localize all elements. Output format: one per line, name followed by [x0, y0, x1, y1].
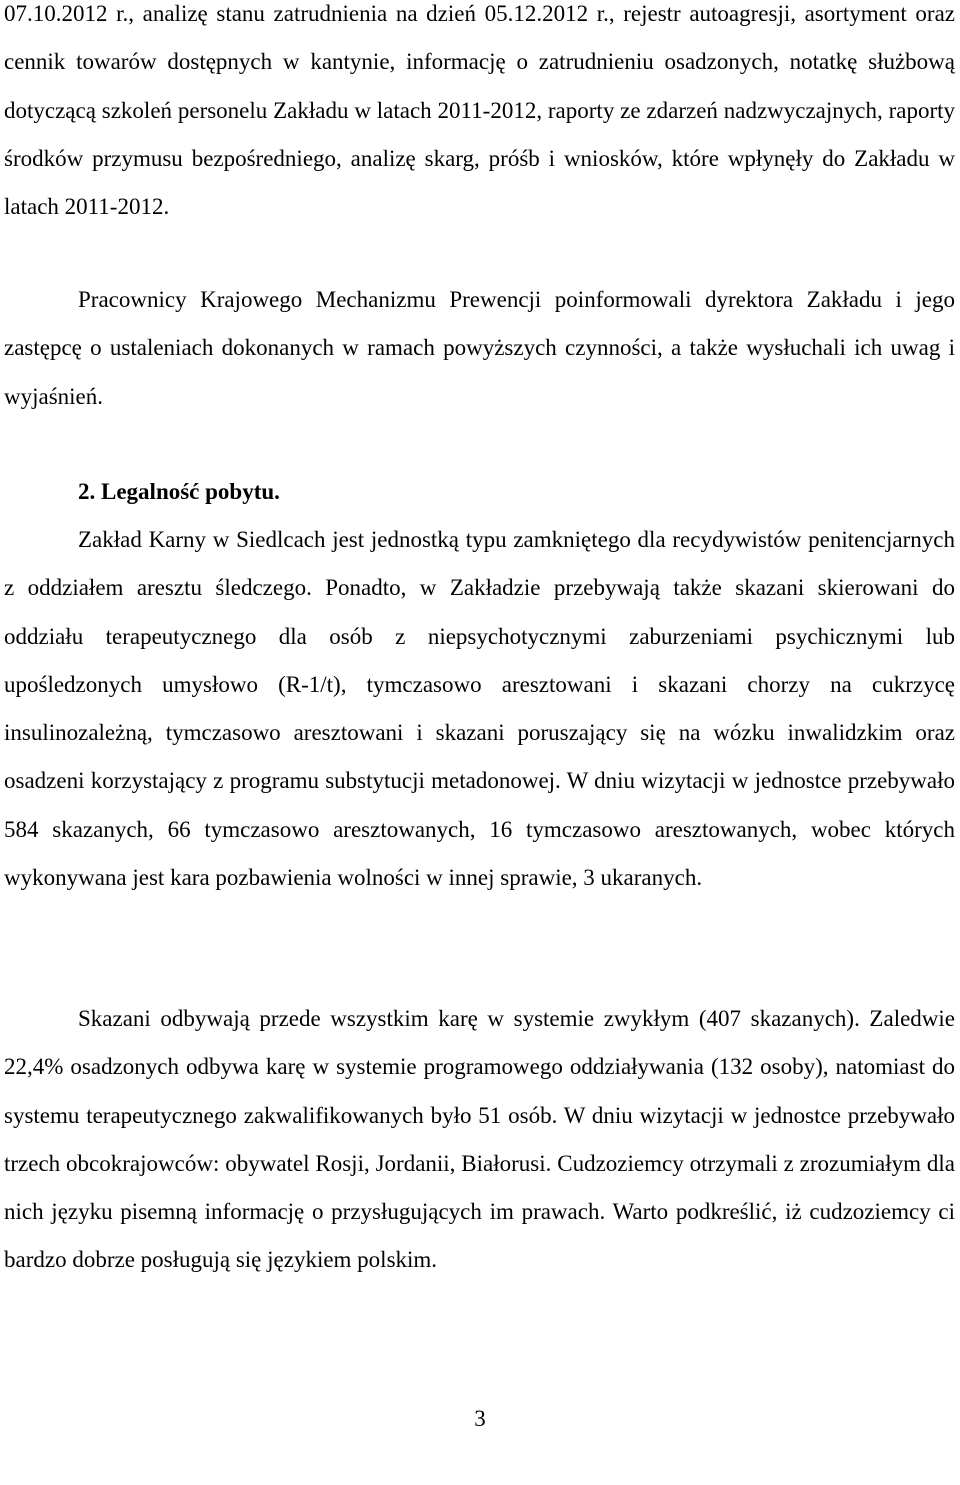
- paragraph-documents-reviewed: 07.10.2012 r., analizę stanu zatrudnienia na dzień 05.12.2012 r., rejestr autoagresji, asortyment oraz cennik towarów dostępnych w kantynie, informację o zatrudnieniu osadzonych, notatkę służbową dotyczącą szkoleń personelu Zakładu w latach 2011-2012, raporty ze zdarzeń nadzwyczajnych, raporty środków przymusu bezpośredniego, analizę skarg, próśb i wniosków, które wpłynęły do Zakładu w latach 2011-2012.: [4, 1, 955, 220]
- paragraph-staff-briefing: Pracownicy Krajowego Mechanizmu Prewencji poinformowali dyrektora Zakładu i jego zastępcę o ustaleniach dokonanych w ramach powyższych czynności, a także wysłuchali ich uwag i wyjaśnień.: [4, 287, 955, 409]
- paragraph-legality-of-stay: Zakład Karny w Siedlcach jest jednostką typu zamkniętego dla recydywistów penitencjarnych z oddziałem aresztu śledczego. Ponadto, w Zakładzie przebywają także skazani skierowani do oddziału terapeutycznego dla osób z niepsychotycznymi zaburzeniami psychicznymi lub upośledzonych umysłowo (R-1/t), tymczasowo aresztowani i skazani chorzy na cukrzycę insulinozależną, tymczasowo aresztowani i skazani poruszający się na wózku inwalidzkim oraz osadzeni korzystający z programu substytucji metadonowej. W dniu wizytacji w jednostce przebywało 584 skazanych, 66 tymczasowo aresztowanych, 16 tymczasowo aresztowanych, wobec których wykonywana jest kara pozbawienia wolności w innej sprawie, 3 ukaranych.: [4, 527, 955, 891]
- paragraph-sentence-system: Skazani odbywają przede wszystkim karę w systemie zwykłym (407 skazanych). Zaledwie 22,4% osadzonych odbywa karę w systemie programowego oddziaływania (132 osoby), natomiast do systemu terapeutycznego zakwalifikowanych było 51 osób. W dniu wizytacji w jednostce przebywało trzech obcokrajowców: obywatel Rosji, Jordanii, Białorusi. Cudzoziemcy otrzymali z zrozumiałym dla nich języku pisemną informację o przysługujących im prawach. Warto podkreślić, iż cudzoziemcy ci bardzo dobrze posługują się językiem polskim.: [4, 1006, 955, 1273]
- section-heading-legality: 2. Legalność pobytu.: [78, 479, 280, 504]
- page-number: 3: [474, 1406, 486, 1431]
